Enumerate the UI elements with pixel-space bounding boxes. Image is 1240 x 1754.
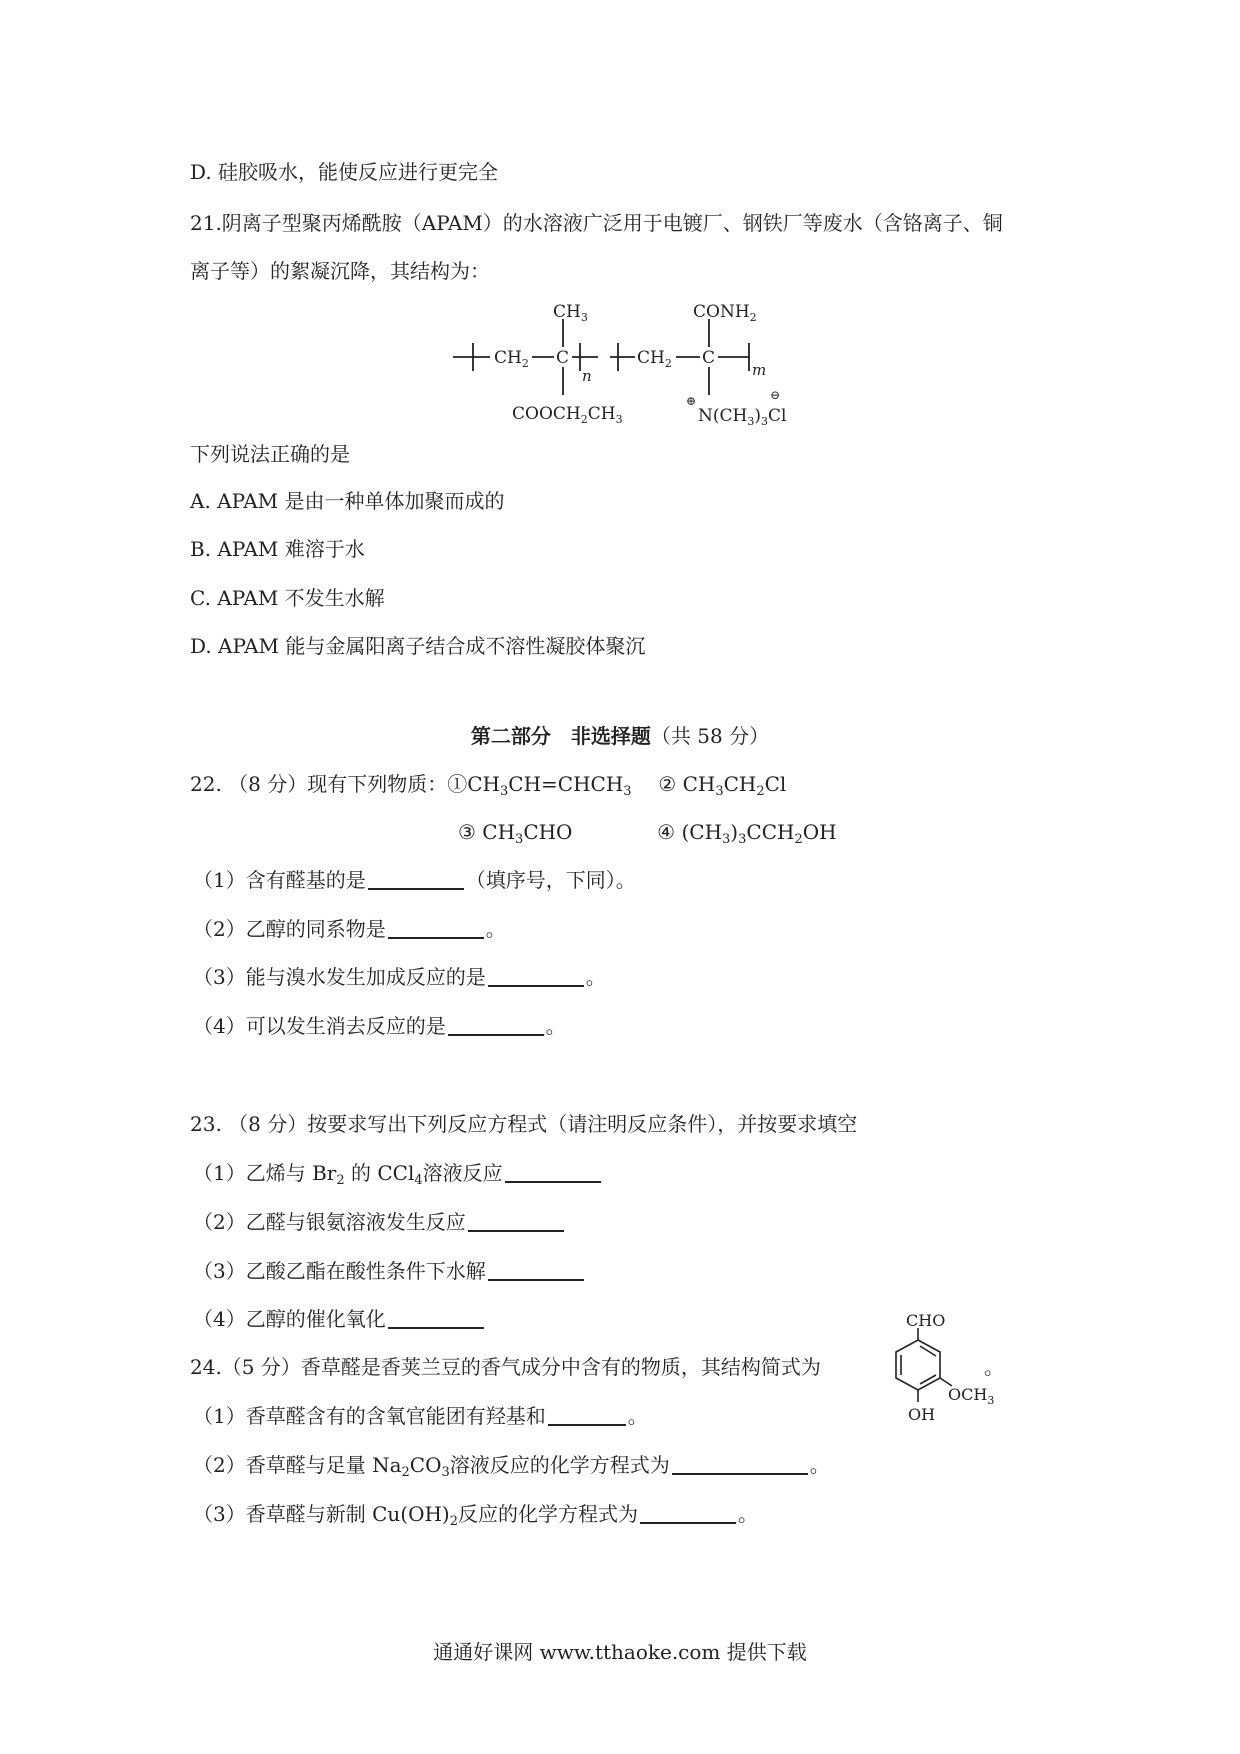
subscript-n: n	[582, 367, 592, 385]
cho-label: CHO	[906, 1311, 946, 1330]
subscript-m: m	[752, 361, 767, 379]
section-2-title	[0, 722, 1240, 750]
q23-part2: （2）乙醛与银氨溶液发生反应	[193, 1208, 566, 1236]
answer-blank[interactable]	[468, 1208, 564, 1232]
q22-head: 22. （8 分）现有下列物质：$①CH_3CH=CHCH_3$ ② $CH_3CH_2Cl$	[190, 772, 787, 799]
q22-substances-row2: ③ $CH_3CHO$ ④ $(CH_3)_3CCH_2OH$	[458, 820, 837, 847]
vanillin-structure-diagram	[868, 1311, 995, 1432]
q21-option-c: C. APAM 不发生水解	[190, 586, 385, 610]
ch2-label-2: $CH_2$	[637, 348, 672, 370]
q24-part2: （2）香草醛与足量 $Na_2CO_3$溶液反应的化学方程式为 。	[193, 1453, 830, 1480]
page-footer: 通通好课网 www.tthaoke.com 提供下载	[433, 1640, 807, 1664]
q20-option-d: D. 硅胶吸水，能使反应进行更完全	[190, 160, 499, 184]
answer-blank[interactable]	[548, 1402, 626, 1426]
answer-blank[interactable]	[640, 1500, 736, 1524]
och3-label: $OCH_3$	[948, 1385, 995, 1407]
answer-blank[interactable]	[388, 1305, 484, 1329]
q24-part1: （1）香草醛含有的含氧官能团有羟基和 。	[193, 1404, 648, 1428]
q23-part4: （4）乙醇的催化氧化	[193, 1305, 486, 1333]
q21-stem-line2: 离子等）的絮凝沉降，其结构为：	[190, 259, 490, 283]
answer-blank[interactable]	[488, 1257, 584, 1281]
q21-prompt: 下列说法正确的是	[190, 442, 350, 466]
q21-stem-line1: 21.阴离子型聚丙烯酰胺（APAM）的水溶液广泛用于电镀厂、钢铁厂等废水（含铬离子、铜	[190, 211, 1003, 235]
q22-part4: （4）可以发生消去反应的是 。	[193, 1014, 566, 1038]
answer-blank[interactable]	[448, 1012, 544, 1036]
answer-blank[interactable]	[505, 1159, 601, 1183]
section-2-points: （共 58 分）	[650, 724, 770, 748]
carbon-label-2: C	[702, 348, 716, 368]
section-2-heading: 第二部分 非选择题	[470, 724, 651, 748]
oh-label: OH	[908, 1405, 936, 1424]
answer-blank[interactable]	[368, 866, 464, 890]
q22-part1: （1）含有醛基的是 （填序号，下同）。	[193, 868, 636, 892]
q21-option-a: A. APAM 是由一种单体加聚而成的	[190, 489, 505, 513]
ch2-label-1: $CH_2$	[494, 348, 529, 370]
carbon-label-1: C	[556, 348, 570, 368]
answer-blank[interactable]	[388, 915, 484, 939]
minus-charge-icon: ⊖	[770, 388, 781, 402]
q21-option-b: B. APAM 难溶于水	[190, 537, 365, 561]
conh2-label: $CONH_2$	[693, 302, 757, 324]
answer-blank[interactable]	[672, 1451, 808, 1475]
q24-head: 24.（5 分）香草醛是香荚兰豆的香气成分中含有的物质，其结构简式为	[190, 1355, 821, 1379]
ester-group-label: $COOCH_2CH_3$	[512, 404, 623, 426]
q21-option-d: D. APAM 能与金属阳离子结合成不溶性凝胶体聚沉	[190, 634, 646, 658]
plus-charge-icon: ⊕	[686, 394, 697, 408]
ammonium-group-label: $N(CH_3)_3Cl$	[698, 406, 787, 428]
q24-head-tail: 。	[984, 1355, 1004, 1379]
q23-part3: （3）乙酸乙酯在酸性条件下水解	[193, 1257, 586, 1285]
q24-part3: （3）香草醛与新制 $Cu(OH)_2$反应的化学方程式为 。	[193, 1502, 758, 1529]
methyl-top-label: $CH_3$	[553, 302, 588, 324]
apam-structure-diagram	[450, 295, 790, 430]
q23-part1: （1）乙烯与 $Br_2$ 的 CCl$_4$溶液反应	[193, 1159, 603, 1187]
q22-part3: （3）能与溴水发生加成反应的是 。	[193, 965, 606, 989]
q22-part2: （2）乙醇的同系物是 。	[193, 917, 506, 941]
q23-head: 23. （8 分）按要求写出下列反应方程式（请注明反应条件），并按要求填空	[190, 1112, 858, 1136]
answer-blank[interactable]	[488, 963, 584, 987]
